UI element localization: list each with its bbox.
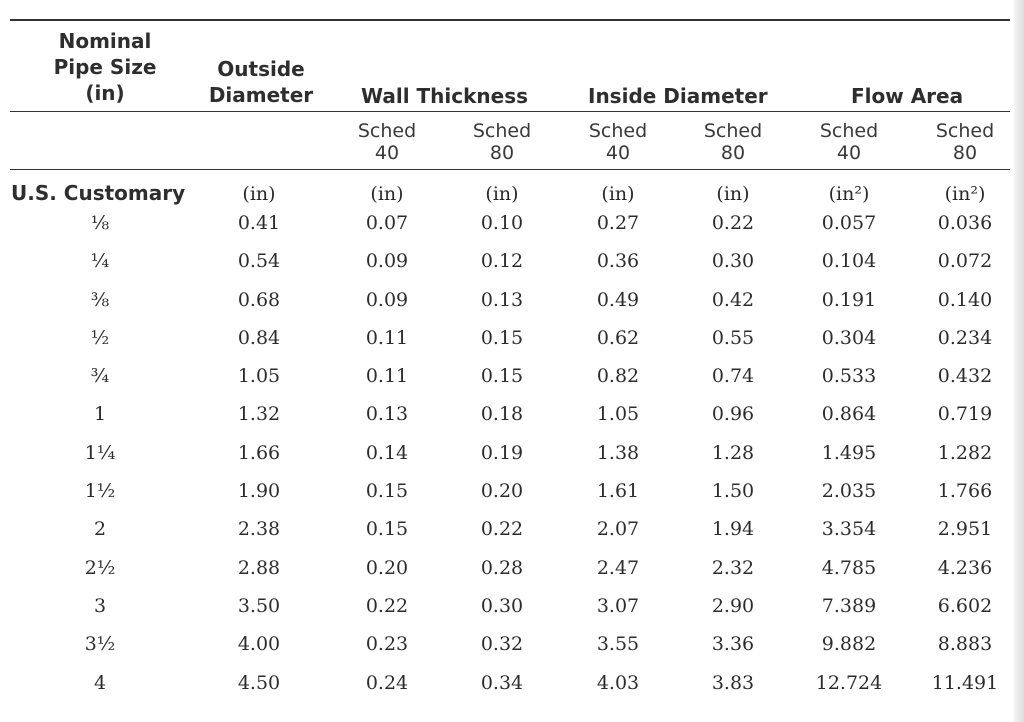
cell-wall-sched-80: 0.19: [480, 441, 524, 464]
table-row: [0, 595, 1010, 633]
section-label: U.S. Customary: [11, 181, 186, 205]
cell-flow-sched-40: 9.882: [821, 633, 877, 656]
header-nominal-line-3: (in): [85, 81, 125, 105]
cell-wall-sched-40: 0.20: [365, 556, 409, 579]
table-top-rule: [10, 19, 1010, 21]
cell-inside-sched-40: 2.07: [596, 518, 640, 541]
table-row: [0, 403, 1010, 441]
table-row: [0, 633, 1010, 671]
cell-outside-diameter: 0.68: [237, 288, 281, 311]
header-flow-area: Flow Area: [851, 84, 964, 108]
unit-inside-40: (in): [601, 183, 635, 205]
unit-outside-diameter: (in): [242, 183, 276, 205]
cell-inside-sched-40: 0.82: [596, 365, 640, 388]
cell-inside-sched-40: 3.55: [596, 633, 640, 656]
cell-outside-diameter: 0.84: [237, 326, 281, 349]
cell-wall-sched-40: 0.11: [365, 326, 409, 349]
cell-inside-sched-80: 2.90: [711, 594, 755, 617]
cell-nominal-size: 4: [93, 671, 107, 694]
cell-wall-sched-80: 0.32: [480, 633, 524, 656]
cell-nominal-size: 2: [93, 518, 107, 541]
cell-inside-sched-40: 0.49: [596, 288, 640, 311]
cell-flow-sched-40: 0.057: [821, 212, 877, 234]
cell-nominal-size: 1½: [84, 480, 116, 503]
header-wall-thickness: Wall Thickness: [361, 84, 529, 108]
header-outside-diameter: [200, 56, 322, 108]
cell-flow-sched-80: 6.602: [937, 594, 993, 617]
subheader-value: 80: [489, 142, 515, 164]
cell-inside-sched-40: 1.61: [596, 480, 640, 503]
cell-wall-sched-80: 0.10: [480, 212, 524, 234]
subheader-label: Sched: [935, 120, 995, 142]
cell-flow-sched-40: 2.035: [821, 480, 877, 503]
cell-wall-sched-80: 0.15: [480, 326, 524, 349]
cell-outside-diameter: 1.05: [237, 365, 281, 388]
cell-wall-sched-80: 0.28: [480, 556, 524, 579]
cell-wall-sched-80: 0.20: [480, 480, 524, 503]
cell-wall-sched-40: 0.09: [365, 288, 409, 311]
subheader-label: Sched: [472, 120, 532, 142]
cell-outside-diameter: 0.41: [237, 212, 281, 234]
table-row: [0, 289, 1010, 327]
cell-outside-diameter: 2.88: [237, 556, 281, 579]
cell-wall-sched-40: 0.23: [365, 633, 409, 656]
unit-wall-40: (in): [370, 183, 404, 205]
cell-wall-sched-40: 0.22: [365, 594, 409, 617]
cell-inside-sched-80: 1.28: [711, 441, 755, 464]
cell-flow-sched-80: 0.719: [937, 403, 993, 426]
cell-nominal-size: ⅜: [90, 288, 110, 311]
pipe-data-table: [0, 212, 1010, 710]
cell-flow-sched-80: 0.432: [937, 365, 993, 388]
cell-flow-sched-80: 8.883: [937, 633, 993, 656]
cell-wall-sched-80: 0.30: [480, 594, 524, 617]
header-nominal-line-1: Nominal: [58, 29, 152, 53]
cell-wall-sched-80: 0.18: [480, 403, 524, 426]
cell-nominal-size: 3: [93, 594, 107, 617]
cell-inside-sched-40: 1.38: [596, 441, 640, 464]
cell-wall-sched-40: 0.11: [365, 365, 409, 388]
cell-inside-sched-80: 2.32: [711, 556, 755, 579]
cell-flow-sched-40: 1.495: [821, 441, 877, 464]
subheader-wall-sched-80: [457, 120, 547, 164]
unit-flow-80: (in²): [944, 183, 986, 205]
cell-flow-sched-80: 0.072: [937, 250, 993, 273]
cell-nominal-size: 2½: [84, 556, 116, 579]
cell-inside-sched-80: 0.30: [711, 250, 755, 273]
header-outside-line-1: Outside: [217, 57, 305, 81]
table-subheader-rule: [10, 169, 1010, 170]
cell-flow-sched-40: 0.191: [821, 288, 877, 311]
unit-wall-80: (in): [485, 183, 519, 205]
cell-wall-sched-80: 0.15: [480, 365, 524, 388]
cell-flow-sched-40: 7.389: [821, 594, 877, 617]
table-row: [0, 672, 1010, 710]
cell-nominal-size: 1¼: [84, 441, 116, 464]
cell-flow-sched-80: 1.766: [937, 480, 993, 503]
subheader-flow-sched-80: [920, 120, 1010, 164]
cell-inside-sched-40: 0.62: [596, 326, 640, 349]
subheader-value: 80: [952, 142, 978, 164]
cell-inside-sched-40: 3.07: [596, 594, 640, 617]
header-outside-line-2: Diameter: [208, 83, 314, 107]
subheader-label: Sched: [357, 120, 417, 142]
cell-flow-sched-40: 0.864: [821, 403, 877, 426]
cell-inside-sched-40: 2.47: [596, 556, 640, 579]
cell-flow-sched-80: 0.140: [937, 288, 993, 311]
table-row: [0, 212, 1010, 250]
table-row: [0, 480, 1010, 518]
table-row: [0, 442, 1010, 480]
unit-flow-40: (in²): [828, 183, 870, 205]
cell-outside-diameter: 3.50: [237, 594, 281, 617]
cell-inside-sched-80: 0.96: [711, 403, 755, 426]
cell-wall-sched-80: 0.12: [480, 250, 524, 273]
cell-wall-sched-40: 0.15: [365, 518, 409, 541]
cell-inside-sched-40: 0.36: [596, 250, 640, 273]
cell-wall-sched-40: 0.15: [365, 480, 409, 503]
cell-inside-sched-80: 0.74: [711, 365, 755, 388]
cell-wall-sched-80: 0.13: [480, 288, 524, 311]
header-inside-diameter: Inside Diameter: [588, 84, 768, 108]
cell-flow-sched-80: 1.282: [937, 441, 993, 464]
subheader-wall-sched-40: [342, 120, 432, 164]
table-row: [0, 557, 1010, 595]
subheader-flow-sched-40: [804, 120, 894, 164]
table-row: [0, 250, 1010, 288]
unit-inside-80: (in): [716, 183, 750, 205]
cell-inside-sched-80: 3.36: [711, 633, 755, 656]
cell-wall-sched-80: 0.34: [480, 671, 524, 694]
cell-nominal-size: ⅛: [90, 212, 110, 234]
cell-flow-sched-40: 3.354: [821, 518, 877, 541]
cell-flow-sched-80: 11.491: [931, 671, 999, 694]
table-row: [0, 518, 1010, 556]
cell-flow-sched-80: 2.951: [937, 518, 993, 541]
cell-inside-sched-80: 0.22: [711, 212, 755, 234]
table-row: [0, 327, 1010, 365]
cell-outside-diameter: 4.00: [237, 633, 281, 656]
subheader-inside-sched-40: [573, 120, 663, 164]
subheader-value: 40: [374, 142, 400, 164]
subheader-inside-sched-80: [688, 120, 778, 164]
cell-wall-sched-80: 0.22: [480, 518, 524, 541]
cell-inside-sched-80: 1.94: [711, 518, 755, 541]
subheader-value: 80: [720, 142, 746, 164]
cell-flow-sched-40: 0.533: [821, 365, 877, 388]
subheader-value: 40: [605, 142, 631, 164]
cell-nominal-size: ¾: [90, 365, 110, 388]
page-edge: [1014, 0, 1024, 722]
cell-wall-sched-40: 0.24: [365, 671, 409, 694]
cell-nominal-size: 1: [93, 403, 107, 426]
cell-nominal-size: 3½: [84, 633, 116, 656]
cell-inside-sched-80: 1.50: [711, 480, 755, 503]
cell-inside-sched-80: 0.42: [711, 288, 755, 311]
cell-outside-diameter: 1.90: [237, 480, 281, 503]
cell-wall-sched-40: 0.13: [365, 403, 409, 426]
cell-outside-diameter: 1.32: [237, 403, 281, 426]
cell-flow-sched-40: 12.724: [815, 671, 883, 694]
cell-outside-diameter: 4.50: [237, 671, 281, 694]
cell-nominal-size: ¼: [90, 250, 110, 273]
cell-inside-sched-40: 1.05: [596, 403, 640, 426]
cell-flow-sched-40: 4.785: [821, 556, 877, 579]
subheader-label: Sched: [703, 120, 763, 142]
table-row: [0, 365, 1010, 403]
cell-outside-diameter: 1.66: [237, 441, 281, 464]
cell-nominal-size: ½: [90, 326, 110, 349]
cell-wall-sched-40: 0.09: [365, 250, 409, 273]
cell-inside-sched-40: 4.03: [596, 671, 640, 694]
cell-inside-sched-80: 3.83: [711, 671, 755, 694]
cell-inside-sched-40: 0.27: [596, 212, 640, 234]
subheader-label: Sched: [819, 120, 879, 142]
cell-flow-sched-80: 4.236: [937, 556, 993, 579]
cell-flow-sched-40: 0.104: [821, 250, 877, 273]
cell-flow-sched-40: 0.304: [821, 326, 877, 349]
cell-wall-sched-40: 0.14: [365, 441, 409, 464]
cell-flow-sched-80: 0.036: [937, 212, 993, 234]
table-header-rule: [10, 111, 1010, 112]
cell-outside-diameter: 0.54: [237, 250, 281, 273]
cell-outside-diameter: 2.38: [237, 518, 281, 541]
cell-inside-sched-80: 0.55: [711, 326, 755, 349]
header-nominal-pipe-size: [50, 28, 160, 106]
cell-flow-sched-80: 0.234: [937, 326, 993, 349]
cell-wall-sched-40: 0.07: [365, 212, 409, 234]
header-nominal-line-2: Pipe Size: [53, 55, 157, 79]
subheader-label: Sched: [588, 120, 648, 142]
subheader-value: 40: [836, 142, 862, 164]
